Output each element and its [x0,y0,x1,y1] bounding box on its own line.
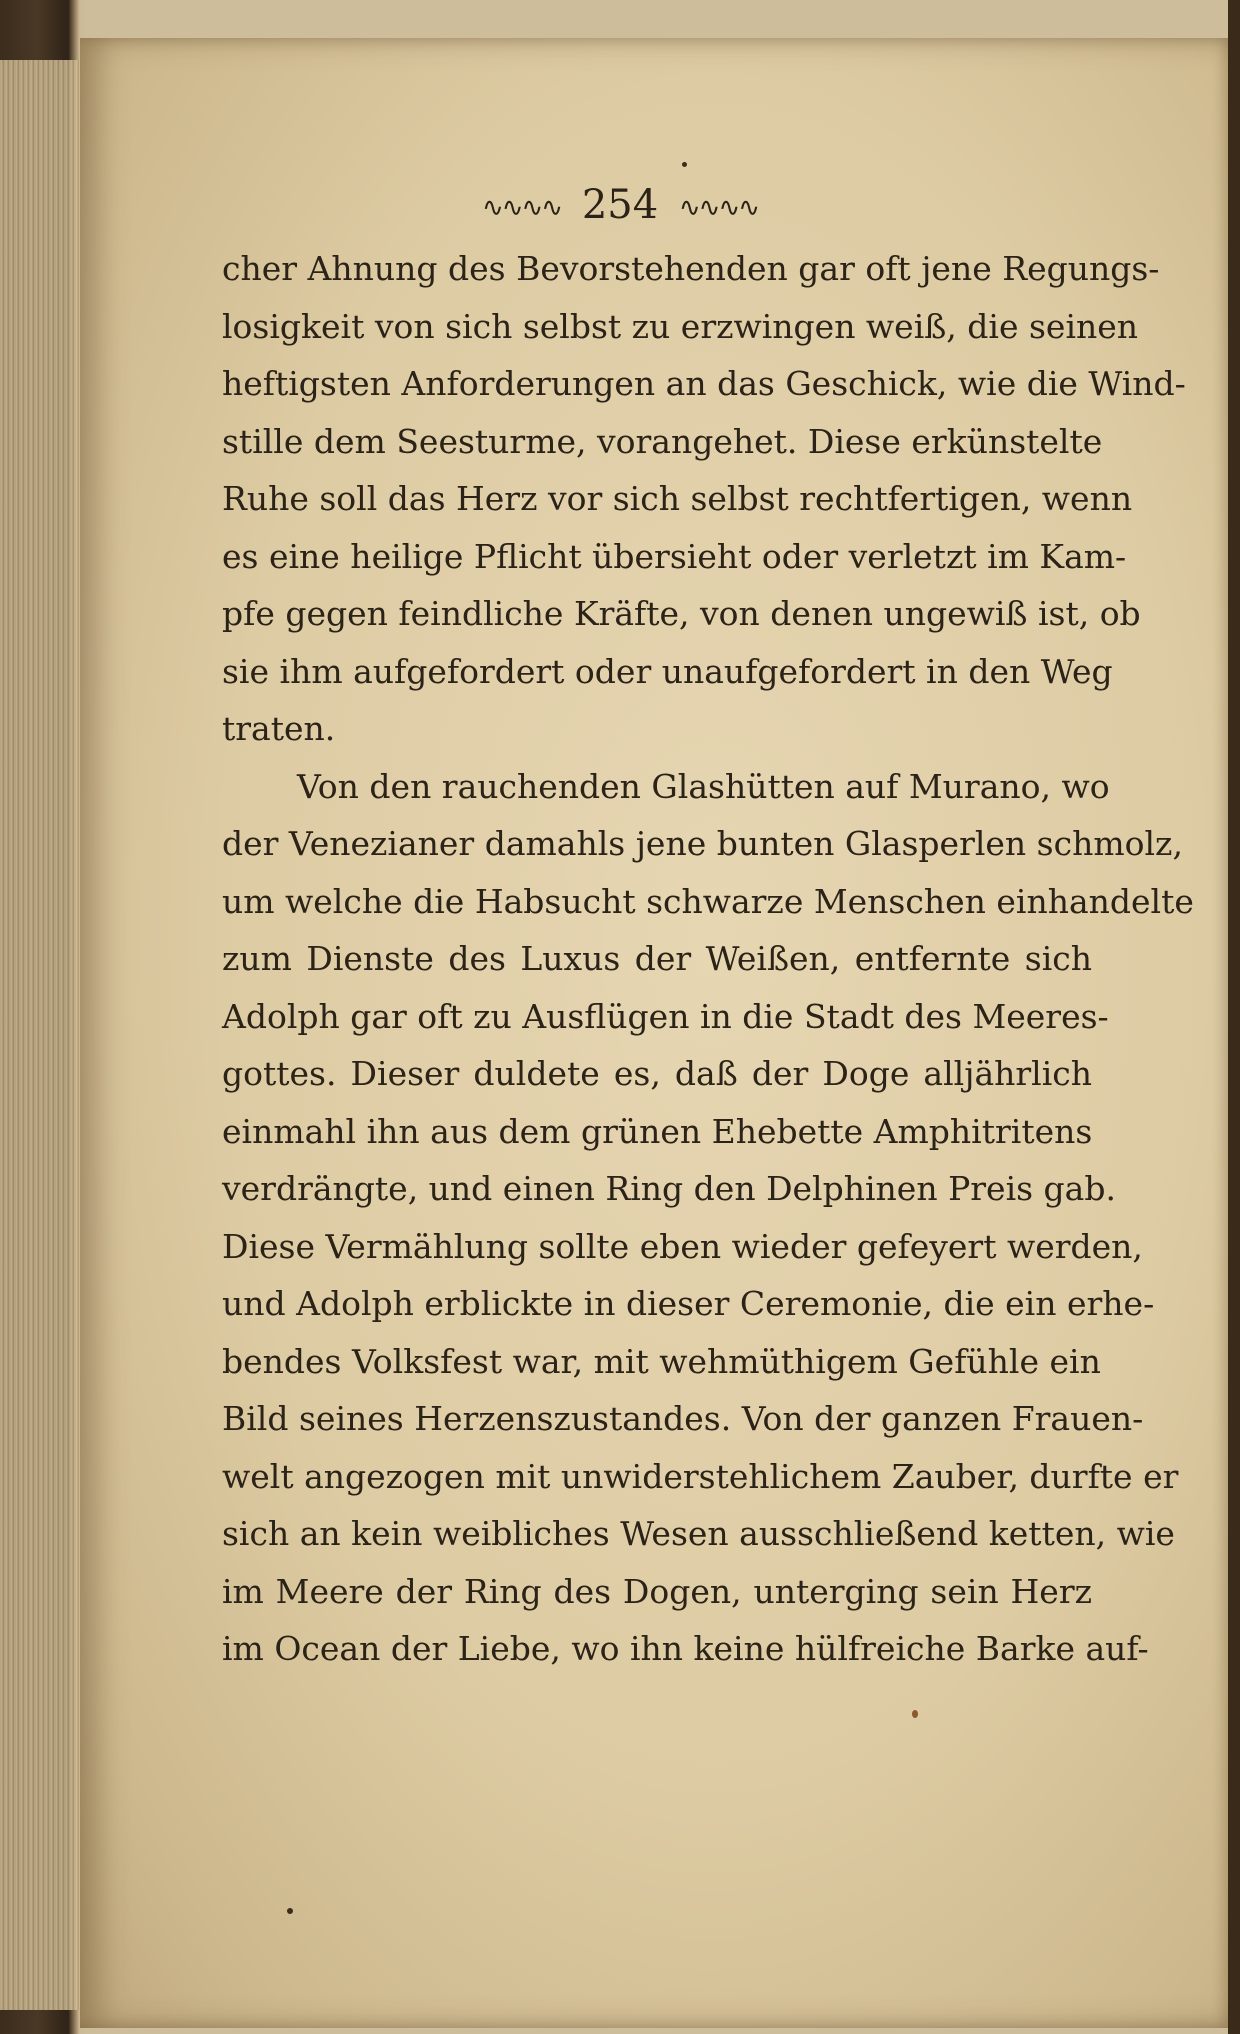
text-line: bendes Volksfest war, mit wehmüthigem Gefühle ein [222,1341,1101,1381]
text-line: zum Dienste des Luxus der Weißen, entfernte sich [222,939,1092,978]
text-line: gottes. Dieser duldete es, daß der Doge alljährlich [222,1054,1092,1093]
text-line: cher Ahnung des Bevorstehenden gar oft jene Regungs- [222,249,1160,288]
paper-speck [912,1710,918,1718]
page-number: 254 [581,182,659,228]
text-line: Ruhe soll das Herz vor sich selbst rechtfertigen, wenn [222,479,1133,518]
paragraph-2 [222,758,1194,1678]
text-line: Von den rauchenden Glashütten auf Murano, wo [297,766,1110,806]
text-line: im Ocean der Liebe, wo ihn keine hülfreiche Barke auf- [222,1629,1149,1668]
text-line: im Meere der Ring des Dogen, unterging sein Herz [222,1571,1092,1611]
text-line: losigkeit von sich selbst zu erzwingen weiß, die seinen [222,306,1139,346]
text-line: stille dem Seesturme, vorangehet. Diese erkünstelte [222,421,1103,461]
text-line: Adolph gar oft zu Ausflügen in die Stadt des Meeres- [222,996,1109,1036]
text-line: heftigsten Anforderungen an das Geschick, wie die Wind- [222,364,1186,403]
paragraph-1 [222,240,1186,758]
paper-speck [287,1908,293,1914]
text-line: traten. [222,709,336,748]
text-line: verdrängte, und einen Ring den Delphinen Preis gab. [222,1169,1116,1208]
text-line: es eine heilige Pflicht übersieht oder verletzt im Kam- [222,536,1127,576]
text-line: sie ihm aufgefordert oder unaufgefordert in den Weg [222,651,1113,691]
text-line: einmahl ihn aus dem grünen Ehebette Amphitritens [222,1111,1093,1151]
paper-speck [682,162,687,167]
text-line: um welche die Habsucht schwarze Menschen einhandelte [222,881,1194,921]
ornament-right: ∿∿∿∿ [678,193,759,223]
ornament-left: ∿∿∿∿ [481,193,562,223]
binding-edge [1228,0,1240,2034]
text-line: welt angezogen mit unwiderstehlichem Zauber, durfte er [222,1456,1179,1496]
text-line: Bild seines Herzenszustandes. Von der ganzen Frauen- [222,1399,1144,1438]
text-line: Diese Vermählung sollte eben wieder gefeyert werden, [222,1226,1143,1266]
text-line: und Adolph erblickte in dieser Ceremonie, die ein erhe- [222,1284,1155,1323]
text-line: der Venezianer damahls jene bunten Glasperlen schmolz, [222,824,1183,863]
page-header [0,182,1240,228]
text-line: sich an kein weibliches Wesen ausschließend ketten, wie [222,1514,1175,1553]
text-line: pfe gegen feindliche Kräfte, von denen ungewiß ist, ob [222,594,1141,633]
body-text [222,240,1194,1678]
